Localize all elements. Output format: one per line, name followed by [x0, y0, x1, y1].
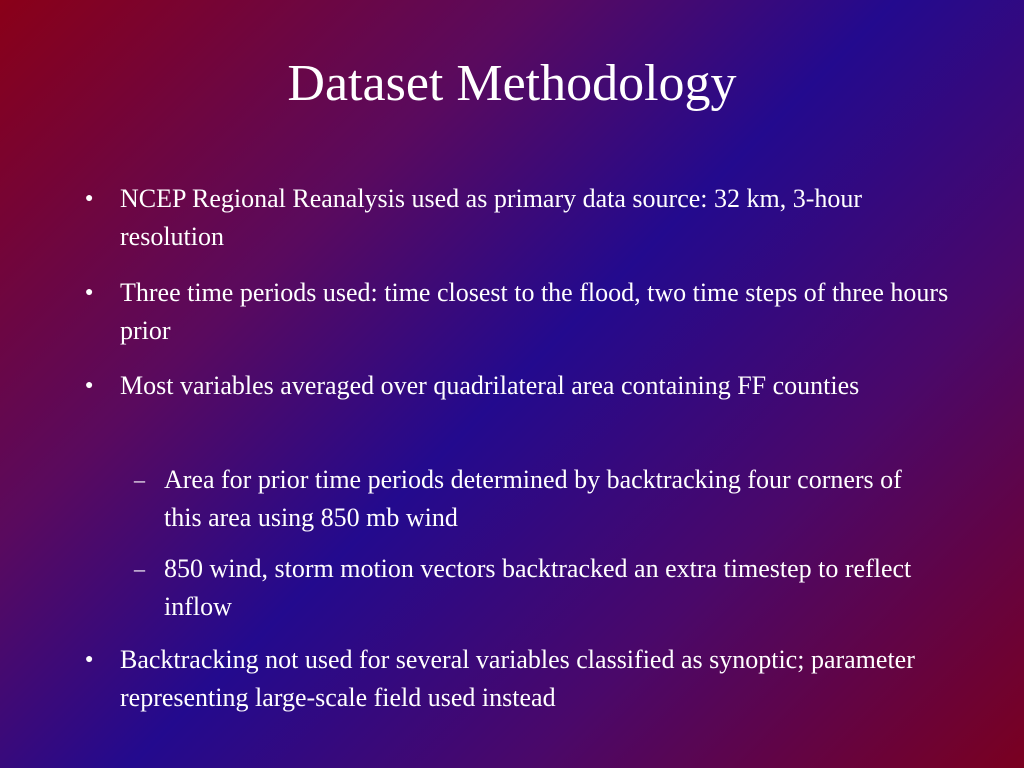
dash-icon: – — [134, 467, 145, 492]
bullet-dot-icon: ● — [85, 378, 94, 393]
bullet-dot-icon: ● — [85, 191, 94, 206]
sub-bullet-text: Area for prior time periods determined by backtracking four corners of this area using 850 mb wind — [164, 465, 902, 532]
bullet-item — [85, 274, 960, 350]
bullet-item — [85, 641, 960, 717]
bullet-dot-icon: ● — [85, 652, 94, 667]
sub-bullet-item — [134, 550, 944, 626]
sub-bullet-item — [134, 461, 944, 537]
bullet-text: Three time periods used: time closest to the flood, two time steps of three hours prior — [120, 278, 949, 345]
bullet-dot-icon: ● — [85, 285, 94, 300]
bullet-text: NCEP Regional Reanalysis used as primary data source: 32 km, 3-hour resolution — [120, 184, 863, 251]
bullet-item — [85, 180, 960, 256]
bullet-text: Most variables averaged over quadrilateral area containing FF counties — [120, 371, 860, 400]
sub-bullet-text: 850 wind, storm motion vectors backtracked an extra timestep to reflect inflow — [164, 554, 912, 621]
bullet-item — [85, 367, 960, 405]
bullet-text: Backtracking not used for several variables classified as synoptic; parameter representing large-scale field used instead — [120, 645, 915, 712]
dash-icon: – — [134, 556, 145, 581]
slide-title: Dataset Methodology — [287, 55, 737, 112]
